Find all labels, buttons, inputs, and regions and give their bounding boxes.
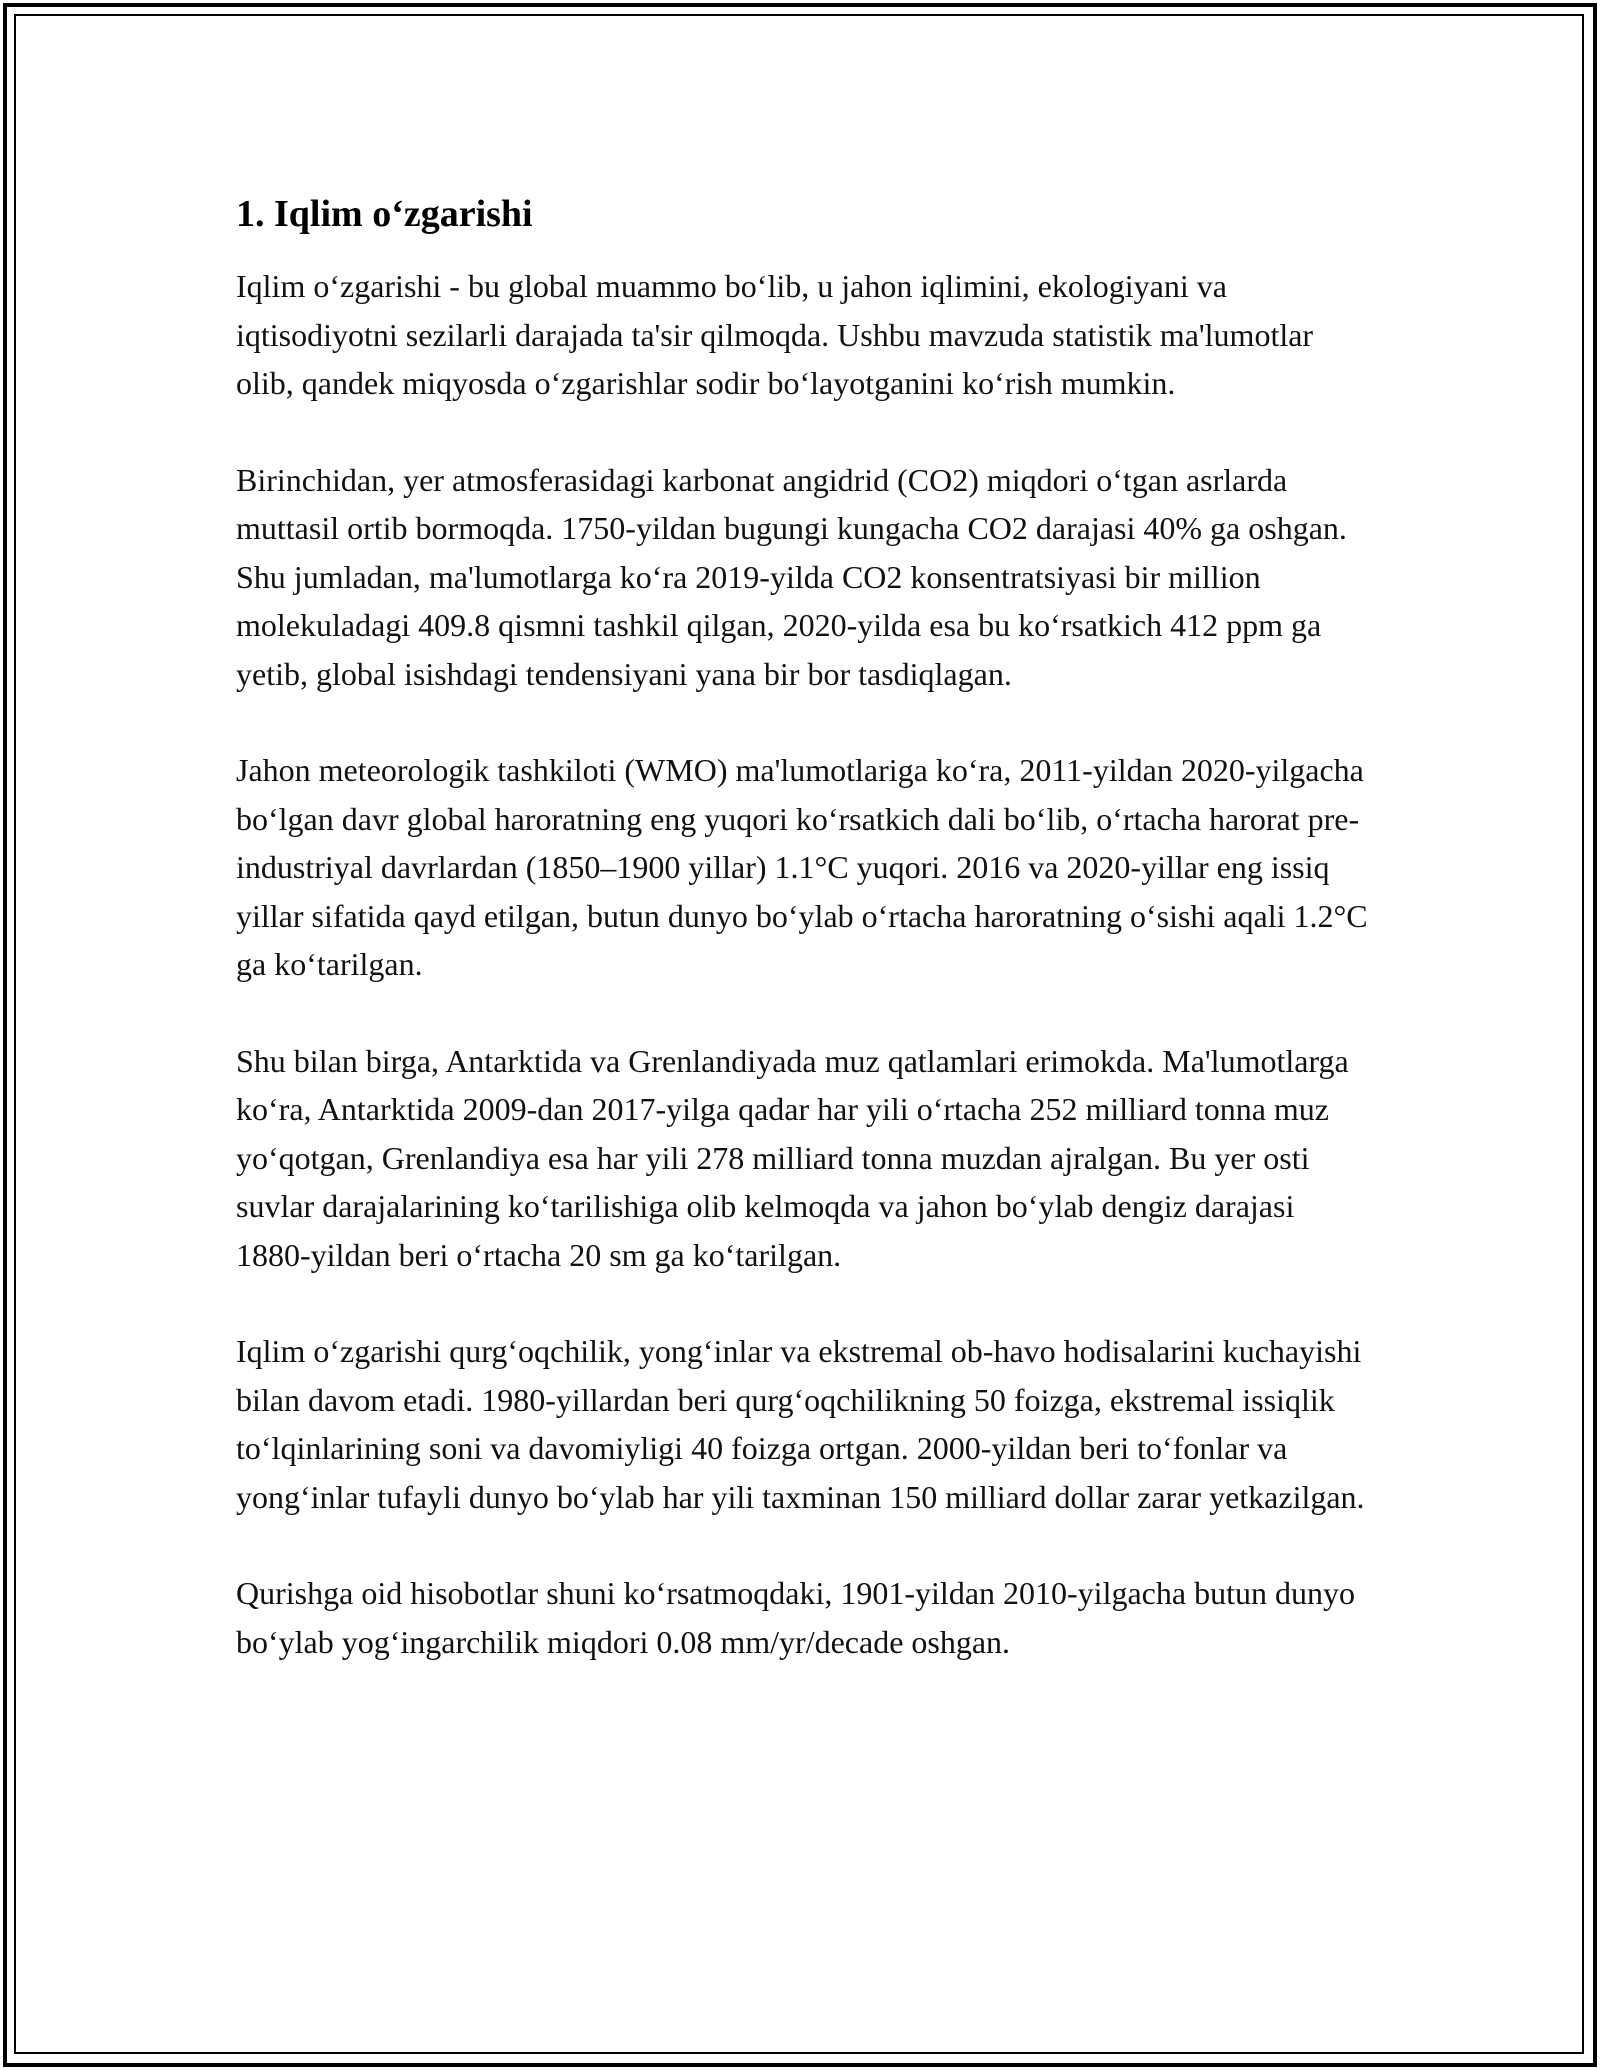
paragraph-intro: Iqlim oʻzgarishi - bu global muammo boʻlib, u jahon iqlimini, ekologiyani va iqtisodiyotni sezilarli darajada ta'sir qilmoqda. Ushbu mavzuda statistik ma'lumotlar olib, qandek miqyosda oʻzgarishlar sodir boʻlayotganini koʻrish mumkin.	[236, 268, 1314, 401]
paragraph-temperature: Jahon meteorologik tashkiloti (WMO) ma'lumotlariga koʻra, 2011-yildan 2020-yilgacha boʻlgan davr global haroratning eng yuqori koʻrsatkich dali boʻlib, oʻrtacha harorat pre-industriyal davrlardan (1850–1900 yillar) 1.1°C yuqori. 2016 va 2020-yillar eng issiq yillar sifatida qayd etilgan, butun dunyo boʻylab oʻrtacha haroratning oʻsishi aqali 1.2°C ga koʻtarilgan.	[236, 752, 1368, 982]
paragraph-co2: Birinchidan, yer atmosferasidagi karbonat angidrid (CO2) miqdori oʻtgan asrlarda muttasil ortib bormoqda. 1750-yildan bugungi kungacha CO2 darajasi 40% ga oshgan. Shu jumladan, ma'lumotlarga koʻra 2019-yilda CO2 konsentratsiyasi bir million molekuladagi 409.8 qismni tashkil qilgan, 2020-yilda esa bu koʻrsatkich 412 ppm ga yetib, global isishdagi tendensiyani yana bir bor tasdiqlagan.	[236, 461, 1347, 692]
paragraph-extreme-weather: Iqlim oʻzgarishi qurgʻoqchilik, yongʻinlar va ekstremal ob-havo hodisalarini kuchayishi bilan davom etadi. 1980-yillardan beri qurgʻoqchilikning 50 foizga, ekstremal issiqlik toʻlqinlarining soni va davomiyligi 40 foizga ortgan. 2000-yildan beri toʻfonlar va yongʻinlar tufayli dunyo boʻylab har yili taxminan 150 milliard dollar zarar yetkazilgan.	[236, 1333, 1365, 1515]
paragraph-precipitation: Qurishga oid hisobotlar shuni koʻrsatmoqdaki, 1901-yildan 2010-yilgacha butun dunyo boʻylab yogʻingarchilik miqdori 0.08 mm/yr/decade oshgan.	[236, 1575, 1355, 1660]
section-heading: 1. Iqlim oʻzgarishi	[236, 193, 533, 235]
paragraph-ice-melt: Shu bilan birga, Antarktida va Grenlandiyada muz qatlamlari erimokda. Ma'lumotlarga koʻra, Antarktida 2009-dan 2017-yilga qadar har yili oʻrtacha 252 milliard tonna muz yoʻqotgan, Grenlandiya esa har yili 278 milliard tonna muzdan ajralgan. Bu yer osti suvlar darajalarining koʻtarilishiga olib kelmoqda va jahon boʻylab dengiz darajasi 1880-yildan beri oʻrtacha 20 sm ga koʻtarilgan.	[236, 1042, 1349, 1273]
document-body	[236, 186, 1376, 1666]
